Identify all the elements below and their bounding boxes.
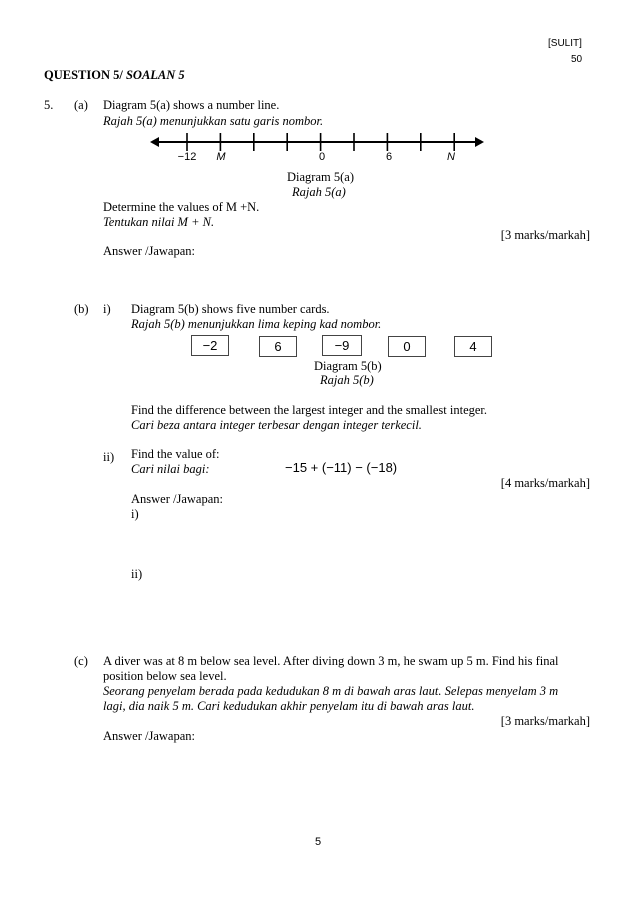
question-title <box>44 68 185 83</box>
part-a-marks: [3 marks/markah] <box>500 228 590 242</box>
part-b-find-en: Find the value of: <box>131 447 220 461</box>
part-c-line4: lagi, dia naik 5 m. Cari kedudukan akhir penyelam itu di bawah aras laut. <box>103 699 475 713</box>
number-card: 0 <box>388 336 426 357</box>
part-b-sub-i: i) <box>103 302 111 316</box>
part-b-find-ms: Cari nilai bagi: <box>131 462 210 476</box>
part-b-line1: Diagram 5(b) shows five number cards. <box>131 302 330 316</box>
part-b-marks: [4 marks/markah] <box>500 476 590 490</box>
part-b-task-en: Find the difference between the largest integer and the smallest integer. <box>131 403 488 417</box>
arrow-left-icon <box>150 137 159 147</box>
diagram-5a-caption-en: Diagram 5(a) <box>287 170 354 184</box>
question-title-en: QUESTION 5/ <box>44 68 123 82</box>
label-m: M <box>216 151 226 163</box>
part-b-answer: Answer /Jawapan: <box>131 492 223 506</box>
page-code: 50 <box>571 54 583 65</box>
diagram-5b-caption-ms: Rajah 5(b) <box>320 373 374 387</box>
part-c-answer: Answer /Jawapan: <box>103 729 195 743</box>
part-b-label: (b) <box>74 302 89 316</box>
part-a-answer: Answer /Jawapan: <box>103 244 195 258</box>
part-b-sub-ii: ii) <box>103 450 115 464</box>
number-card: 6 <box>259 336 297 357</box>
question-title-ms: SOALAN 5 <box>122 68 185 82</box>
part-a-label: (a) <box>74 98 88 112</box>
label-minus12: −12 <box>177 151 197 163</box>
part-a-line1: Diagram 5(a) shows a number line. <box>103 98 280 112</box>
part-b-line2: Rajah 5(b) menunjukkan lima keping kad nombor. <box>131 317 382 331</box>
part-b-task-ms: Cari beza antara integer terbesar dengan integer terkecil. <box>131 418 422 432</box>
part-c-line2: position below sea level. <box>103 669 227 683</box>
label-n: N <box>447 151 455 163</box>
number-line-diagram <box>150 128 490 168</box>
part-c-marks: [3 marks/markah] <box>500 714 590 728</box>
part-b-expression: −15 + (−11) − (−18) <box>285 460 398 475</box>
part-c-label: (c) <box>74 654 88 668</box>
diagram-5b-caption-en: Diagram 5(b) <box>314 359 382 373</box>
arrow-right-icon <box>475 137 484 147</box>
number-card: 4 <box>454 336 492 357</box>
part-a-task-en: Determine the values of M +N. <box>103 200 260 214</box>
part-b-answer-i: i) <box>131 507 139 521</box>
part-a-line2: Rajah 5(a) menunjukkan satu garis nombor. <box>103 114 324 128</box>
footer-page-number: 5 <box>315 836 322 848</box>
number-card: −2 <box>191 335 229 356</box>
question-number: 5. <box>44 98 54 112</box>
part-c-line1: A diver was at 8 m below sea level. After diving down 3 m, he swam up 5 m. Find his final <box>103 654 559 668</box>
sulit-label: [SULIT] <box>548 38 582 49</box>
part-c-line3: Seorang penyelam berada pada kedudukan 8 m di bawah aras laut. Selepas menyelam 3 m <box>103 684 559 698</box>
part-b-answer-ii: ii) <box>131 567 143 581</box>
part-a-task-ms: Tentukan nilai M + N. <box>103 215 215 229</box>
diagram-5a-caption-ms: Rajah 5(a) <box>292 185 346 199</box>
label-six: 6 <box>385 151 393 163</box>
label-zero: 0 <box>318 151 326 163</box>
number-card: −9 <box>322 335 362 356</box>
